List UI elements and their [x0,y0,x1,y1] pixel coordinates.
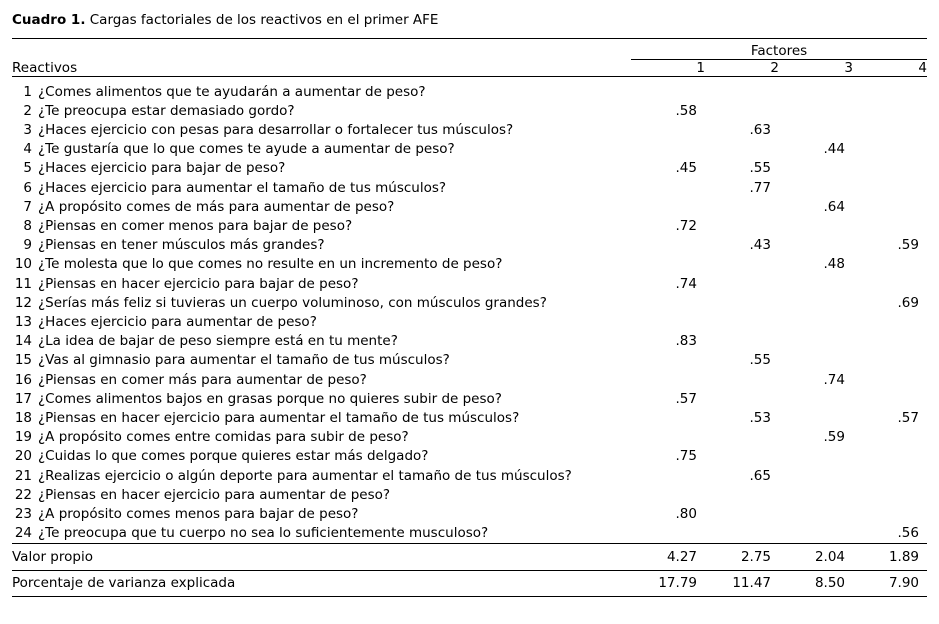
column-header-factor-2: 2 [770,60,779,76]
table-row [12,159,927,178]
row-factor-3: .44 [823,141,845,158]
row-factor-3 [779,179,853,198]
summary-row [12,571,927,597]
row-item-text: ¿Piensas en hacer ejercicio para aumentar de peso? [38,486,391,503]
bottom-rule [12,597,927,598]
row-number: 7 [23,198,32,215]
row-item-text: ¿Haces ejercicio para bajar de peso? [38,160,286,177]
table-row [12,198,927,217]
row-factor-3 [779,159,853,178]
row-item-text: ¿Haces ejercicio con pesas para desarrollar o fortalecer tus músculos? [38,121,514,138]
row-factor-1 [631,467,705,486]
summary-factor-4: 1.89 [888,548,919,565]
row-factor-4 [853,102,927,121]
row-factor-1 [631,179,705,198]
row-factor-2 [705,255,779,274]
table-row [12,428,927,447]
row-factor-2: .43 [749,237,771,254]
row-number: 5 [23,160,32,177]
table-row [12,505,927,524]
row-factor-2 [705,371,779,390]
row-factor-4 [853,371,927,390]
row-number: 17 [14,390,32,407]
row-factor-4: .56 [897,525,919,542]
summary-factor-3: 8.50 [814,575,845,592]
table-row [12,332,927,351]
row-number: 18 [14,409,32,426]
row-number: 12 [14,294,32,311]
summary-label: Porcentaje de varianza explicada [12,575,236,592]
table-row [12,351,927,370]
table-row [12,524,927,544]
row-factor-3: .48 [823,256,845,273]
row-factor-3: .74 [823,371,845,388]
row-factor-3 [779,486,853,505]
row-factor-1 [631,255,705,274]
row-item-text: ¿Te molesta que lo que comes no resulte en un incremento de peso? [38,256,503,273]
summary-factor-2: 2.75 [740,548,771,565]
row-factor-3 [779,102,853,121]
row-item-text: ¿A propósito comes entre comidas para subir de peso? [38,429,409,446]
table-row [12,102,927,121]
row-factor-4 [853,313,927,332]
group-header-spacer [12,40,631,60]
row-number: 2 [23,102,32,119]
row-factor-3 [779,121,853,140]
summary-factor-1: 4.27 [666,548,697,565]
table-row [12,313,927,332]
row-factor-4 [853,486,927,505]
row-factor-3: .64 [823,198,845,215]
row-factor-2 [705,486,779,505]
row-factor-4 [853,121,927,140]
row-factor-2 [705,217,779,236]
row-factor-1: .80 [675,505,697,522]
row-factor-3 [779,409,853,428]
row-factor-2: .55 [749,160,771,177]
row-factor-1 [631,313,705,332]
row-factor-3 [779,332,853,351]
table-row [12,447,927,466]
table-row [12,217,927,236]
rule-cell [12,597,927,598]
table-row [12,294,927,313]
row-factor-4 [853,83,927,102]
row-factor-1 [631,140,705,159]
table-row [12,236,927,255]
row-factor-3 [779,313,853,332]
row-item-text: ¿Comes alimentos bajos en grasas porque no quieres subir de peso? [38,390,502,407]
row-item-text: ¿Haces ejercicio para aumentar de peso? [38,313,317,330]
row-number: 19 [14,429,32,446]
row-factor-2 [705,447,779,466]
table-body [12,39,927,598]
row-number: 15 [14,352,32,369]
table-row [12,371,927,390]
row-item-text: ¿Piensas en hacer ejercicio para bajar de peso? [38,275,359,292]
row-factor-4 [853,217,927,236]
row-factor-4 [853,159,927,178]
row-factor-1: .58 [675,102,697,119]
row-factor-4: .59 [897,237,919,254]
row-factor-4: .57 [897,409,919,426]
row-number: 16 [14,371,32,388]
row-item-text: ¿Piensas en comer menos para bajar de peso? [38,217,353,234]
row-factor-4 [853,198,927,217]
column-header-factor-1: 1 [696,60,705,76]
row-item-text: ¿A propósito comes de más para aumentar de peso? [38,198,395,215]
summary-factor-1: 17.79 [658,575,697,592]
row-factor-3 [779,294,853,313]
row-item-text: ¿Realizas ejercicio o algún deporte para aumentar el tamaño de tus músculos? [38,467,572,484]
row-factor-3 [779,236,853,255]
row-factor-4 [853,390,927,409]
row-number: 13 [14,313,32,330]
row-factor-2 [705,198,779,217]
row-number: 3 [23,121,32,138]
row-number: 23 [14,505,32,522]
table-row [12,275,927,294]
table-row [12,255,927,274]
row-factor-2 [705,294,779,313]
row-number: 6 [23,179,32,196]
column-header-factor-4: 4 [918,60,927,76]
row-item-text: ¿Comes alimentos que te ayudarán a aumentar de peso? [38,83,426,100]
row-factor-4 [853,351,927,370]
row-factor-2 [705,83,779,102]
row-factor-2: .55 [749,352,771,369]
row-number: 1 [23,83,32,100]
caption-label: Cuadro 1. [12,12,86,28]
row-number: 8 [23,217,32,234]
row-factor-1 [631,83,705,102]
row-factor-1: .74 [675,275,697,292]
row-factor-1: .45 [675,160,697,177]
row-item-text: ¿Piensas en comer más para aumentar de peso? [38,371,367,388]
row-number: 20 [14,448,32,465]
row-factor-1 [631,351,705,370]
row-factor-2 [705,140,779,159]
caption-text: Cargas factoriales de los reactivos en el primer AFE [85,12,439,28]
table-row [12,486,927,505]
row-factor-4 [853,447,927,466]
row-item-text: ¿La idea de bajar de peso siempre está en tu mente? [38,333,398,350]
row-factor-2 [705,505,779,524]
row-number: 14 [14,333,32,350]
table-caption [12,12,927,28]
row-factor-2 [705,524,779,544]
row-factor-3 [779,447,853,466]
table-row [12,83,927,102]
row-number: 4 [23,141,32,158]
summary-factor-2: 11.47 [732,575,771,592]
row-number: 21 [14,467,32,484]
row-number: 10 [14,256,32,273]
row-factor-4 [853,428,927,447]
row-item-text: ¿Te preocupa que tu cuerpo no sea lo suficientemente musculoso? [38,525,489,542]
summary-row [12,545,927,571]
row-number: 11 [14,275,32,292]
column-header-factor-3: 3 [844,60,853,76]
row-item-text: ¿Vas al gimnasio para aumentar el tamaño de tus músculos? [38,352,450,369]
row-factor-1 [631,236,705,255]
row-item-text: ¿Te gustaría que lo que comes te ayude a aumentar de peso? [38,141,455,158]
row-factor-1 [631,486,705,505]
row-factor-2: .77 [749,179,771,196]
row-factor-3: .59 [823,429,845,446]
row-item-text: ¿A propósito comes menos para bajar de peso? [38,505,359,522]
row-factor-2 [705,332,779,351]
row-factor-3 [779,390,853,409]
row-factor-3 [779,351,853,370]
row-factor-2: .53 [749,409,771,426]
row-number: 22 [14,486,32,503]
row-item-text: ¿Haces ejercicio para aumentar el tamaño de tus músculos? [38,179,447,196]
row-item-text: ¿Te preocupa estar demasiado gordo? [38,102,295,119]
group-header-row [12,40,927,60]
row-factor-1 [631,294,705,313]
row-factor-3 [779,467,853,486]
row-factor-2 [705,275,779,294]
summary-factor-3: 2.04 [814,548,845,565]
row-factor-4 [853,179,927,198]
row-factor-2 [705,428,779,447]
row-factor-1: .75 [675,448,697,465]
row-factor-2: .63 [749,121,771,138]
table-row [12,409,927,428]
row-factor-1 [631,198,705,217]
table-row [12,121,927,140]
row-factor-4 [853,332,927,351]
row-factor-2: .65 [749,467,771,484]
row-factor-1 [631,409,705,428]
table-row [12,390,927,409]
row-factor-4 [853,467,927,486]
row-factor-4 [853,505,927,524]
row-factor-3 [779,505,853,524]
row-factor-1: .57 [675,390,697,407]
row-factor-2 [705,390,779,409]
row-number: 9 [23,237,32,254]
row-factor-2 [705,313,779,332]
row-factor-3 [779,524,853,544]
row-item-text: ¿Piensas en tener músculos más grandes? [38,237,325,254]
row-factor-4 [853,255,927,274]
column-header-row [12,60,927,77]
row-factor-4: .69 [897,294,919,311]
row-factor-1 [631,524,705,544]
row-item-text: ¿Cuidas lo que comes porque quieres estar más delgado? [38,448,429,465]
column-header-reactivos: Reactivos [12,60,78,76]
row-factor-1: .83 [675,333,697,350]
row-factor-4 [853,275,927,294]
row-number: 24 [14,525,32,542]
summary-label: Valor propio [12,548,93,565]
summary-factor-4: 7.90 [888,575,919,592]
factor-loadings-table [12,38,927,598]
row-factor-2 [705,102,779,121]
row-factor-1: .72 [675,217,697,234]
row-factor-1 [631,371,705,390]
row-factor-4 [853,140,927,159]
table-row [12,179,927,198]
row-factor-3 [779,83,853,102]
row-item-text: ¿Serías más feliz si tuvieras un cuerpo voluminoso, con músculos grandes? [38,294,547,311]
row-factor-1 [631,428,705,447]
row-item-text: ¿Piensas en hacer ejercicio para aumentar el tamaño de tus músculos? [38,409,520,426]
table-row [12,140,927,159]
row-factor-3 [779,217,853,236]
row-factor-3 [779,275,853,294]
group-header-factores: Factores [631,40,927,60]
table-row [12,467,927,486]
row-factor-1 [631,121,705,140]
